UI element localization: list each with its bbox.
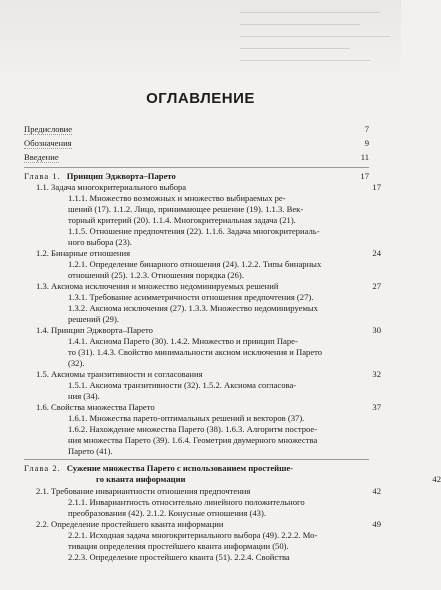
bleed-line	[240, 48, 350, 49]
subsection-text: 1.4.1. Аксиома Парето (30). 1.4.2. Множество и принцип Паре-	[68, 336, 298, 346]
section-entry: 1.5. Аксиомы транзитивности и согласования 32	[36, 369, 381, 379]
subsection-text: 2.2.3. Определение простейшего кванта (51). 2.2.4. Свойства	[68, 552, 290, 562]
chapter-heading: Глава 1. Принцип Эджворта–Парето 17	[24, 171, 369, 181]
subsection-text: 1.3.1. Требование асимметричности отношения предпочтения (27).	[68, 292, 314, 302]
subsection-text: решений (29).	[68, 314, 119, 324]
bleed-line	[240, 36, 390, 37]
bleed-line	[240, 24, 360, 25]
subsection-text: 1.1.1. Множество возможных и множество выбираемых ре-	[68, 193, 286, 203]
chapter-heading: Глава 2. Сужение множества Парето с использованием простейше-	[24, 463, 294, 473]
subsection-text: 1.6.1. Множества парето-оптимальных решений и векторов (37).	[68, 413, 305, 423]
subsection-text: отношений (25). 1.2.3. Отношения порядка (26).	[68, 270, 244, 280]
subsection-text: тивация определения простейшего кванта информации (50).	[68, 541, 289, 551]
chapter-heading-cont: го кванта информации 42	[96, 474, 441, 484]
section-entry: 2.1. Требование инвариантности отношения предпочтения 42	[36, 486, 381, 496]
subsection-text: (32).	[68, 358, 85, 368]
subsection-text: ного выбора (23).	[68, 237, 132, 247]
subsection-text: Парето (41).	[68, 446, 113, 456]
toc-entry: Введение 11	[24, 152, 369, 162]
subsection-text: ния множества Парето (39). 1.6.4. Геометрия двумерного множества	[68, 435, 318, 445]
divider	[24, 459, 369, 460]
subsection-text: 2.1.1. Инвариантность относительно линейного положительного	[68, 497, 305, 507]
divider	[24, 167, 369, 168]
section-entry: 1.3. Аксиома исключения и множество недоминируемых решений 27	[36, 281, 381, 291]
bleed-line	[240, 60, 370, 61]
subsection-text: 2.2.1. Исходная задача многокритериального выбора (49). 2.2.2. Мо-	[68, 530, 318, 540]
toc-entry: Обозначения 9	[24, 138, 369, 148]
subsection-text: 1.3.2. Аксиома исключения (27). 1.3.3. Множество недоминируемых	[68, 303, 318, 313]
section-entry: 2.2. Определение простейшего кванта информации 49	[36, 519, 381, 529]
section-entry: 1.2. Бинарные отношения 24	[36, 248, 381, 258]
bleed-line	[240, 12, 380, 13]
subsection-text: 1.1.5. Отношение предпочтения (22). 1.1.6. Задача многокритериаль-	[68, 226, 320, 236]
subsection-text: преобразования (42). 2.1.2. Конусные отношения (43).	[68, 508, 266, 518]
section-entry: 1.4. Принцип Эджворта–Парето 30	[36, 325, 381, 335]
subsection-text: торный критерий (20). 1.1.4. Многокритериальная задача (21).	[68, 215, 296, 225]
section-entry: 1.1. Задача многокритериального выбора 17	[36, 182, 381, 192]
subsection-text: 1.6.2. Нахождение множества Парето (38). 1.6.3. Алгоритм построе-	[68, 424, 318, 434]
subsection-text: то (31). 1.4.3. Свойство минимальности аксиом исключения и Парето	[68, 347, 323, 357]
subsection-text: 1.2.1. Определение бинарного отношения (24). 1.2.2. Типы бинарных	[68, 259, 322, 269]
page-title: ОГЛАВЛЕНИЕ	[146, 90, 255, 107]
section-entry: 1.6. Свойства множества Парето 37	[36, 402, 381, 412]
subsection-text: шений (17). 1.1.2. Лицо, принимающее решение (19). 1.1.3. Век-	[68, 204, 304, 214]
subsection-text: 1.5.1. Аксиома транзитивности (32). 1.5.2. Аксиома согласова-	[68, 380, 297, 390]
toc-entry: Предисловие 7	[24, 124, 369, 134]
subsection-text: ния (34).	[68, 391, 100, 401]
